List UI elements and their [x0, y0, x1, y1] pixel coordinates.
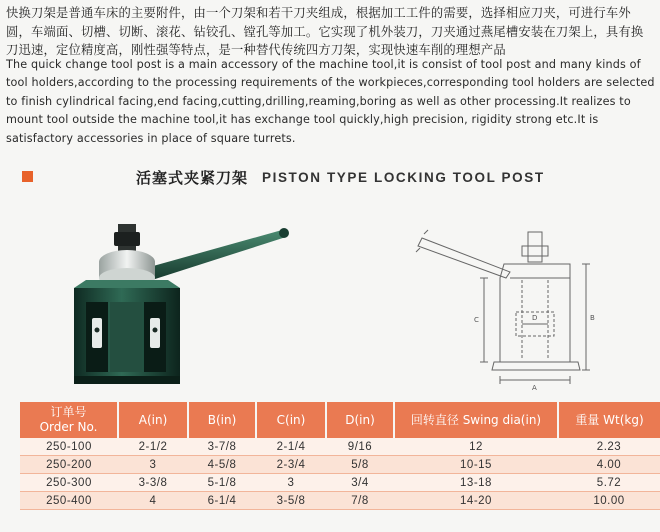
- cell-weight: 4.00: [558, 456, 660, 474]
- section-title-chinese: 活塞式夹紧刀架: [136, 169, 249, 187]
- table-header-row: [20, 402, 660, 438]
- intro-chinese-paragraph: 快换刀架是普通车床的主要附件，由一个刀架和若干刀夹组成，根据加工工件的需要，选择相应刀夹，可进行车外圆，车端面、切槽、切断、滚花、钻铰孔、镗孔等加工。它实现了机外装刀，刀夹通过燕尾槽安装在刀架上，具有换刀迅速，定位精度高，刚性强等特点，是一种替代传统四方刀架，实现快速车削的理想产品: [6, 6, 644, 57]
- header-swing-dia: 回转直径 Swing dia(in): [394, 402, 558, 438]
- table-row: [20, 456, 660, 474]
- cell-weight: 2.23: [558, 438, 660, 456]
- cell-c: 3: [256, 474, 326, 492]
- table-row: [20, 474, 660, 492]
- header-b: B(in): [188, 402, 256, 438]
- cell-swing-dia: 10-15: [394, 456, 558, 474]
- cell-d: 9/16: [326, 438, 394, 456]
- section-title-english: PISTON TYPE LOCKING TOOL POST: [262, 170, 545, 185]
- cell-a: 3-3/8: [118, 474, 188, 492]
- table-row: [20, 438, 660, 456]
- header-a: A(in): [118, 402, 188, 438]
- cell-d: 5/8: [326, 456, 394, 474]
- cell-swing-dia: 14-20: [394, 492, 558, 510]
- cell-swing-dia: 13-18: [394, 474, 558, 492]
- header-c: C(in): [256, 402, 326, 438]
- cell-weight: 10.00: [558, 492, 660, 510]
- cell-a: 2-1/2: [118, 438, 188, 456]
- dimension-label-d: D: [532, 314, 538, 322]
- cell-c: 2-3/4: [256, 456, 326, 474]
- header-d: D(in): [326, 402, 394, 438]
- cell-b: 5-1/8: [188, 474, 256, 492]
- cell-d: 7/8: [326, 492, 394, 510]
- cell-b: 6-1/4: [188, 492, 256, 510]
- dimension-label-a: A: [532, 384, 537, 390]
- cell-d: 3/4: [326, 474, 394, 492]
- cell-c: 3-5/8: [256, 492, 326, 510]
- cell-a: 4: [118, 492, 188, 510]
- cell-order-no: 250-100: [20, 438, 118, 456]
- cell-swing-dia: 12: [394, 438, 558, 456]
- header-weight: 重量 Wt(kg): [558, 402, 660, 438]
- cell-order-no: 250-200: [20, 456, 118, 474]
- tool-post-photo: [56, 210, 296, 395]
- dimension-drawing: [402, 220, 632, 390]
- cell-c: 2-1/4: [256, 438, 326, 456]
- specification-table: [20, 402, 660, 510]
- cell-a: 3: [118, 456, 188, 474]
- cell-weight: 5.72: [558, 474, 660, 492]
- section-marker-square: [22, 171, 33, 182]
- dimension-label-c: C: [474, 316, 479, 324]
- header-order-no: 订单号 Order No.: [20, 402, 118, 438]
- cell-b: 3-7/8: [188, 438, 256, 456]
- cell-order-no: 250-300: [20, 474, 118, 492]
- cell-order-no: 250-400: [20, 492, 118, 510]
- intro-english-paragraph: The quick change tool post is a main accessory of the machine tool,it is consist of tool post and many kinds of tool holders,according to the processing requirements of the workpieces,corresponding tool holders are selected to finish cylindrical facing,end facing,cutting,drilling,reaming,boring as well as other processing.It realizes to mount tool outside the machine tool,it has exchange tool quickly,high precision, rigidity strong etc.It is satisfactory accessories in place of square turrets.: [6, 58, 655, 145]
- dimension-label-b: B: [590, 314, 595, 322]
- table-row: [20, 492, 660, 510]
- cell-b: 4-5/8: [188, 456, 256, 474]
